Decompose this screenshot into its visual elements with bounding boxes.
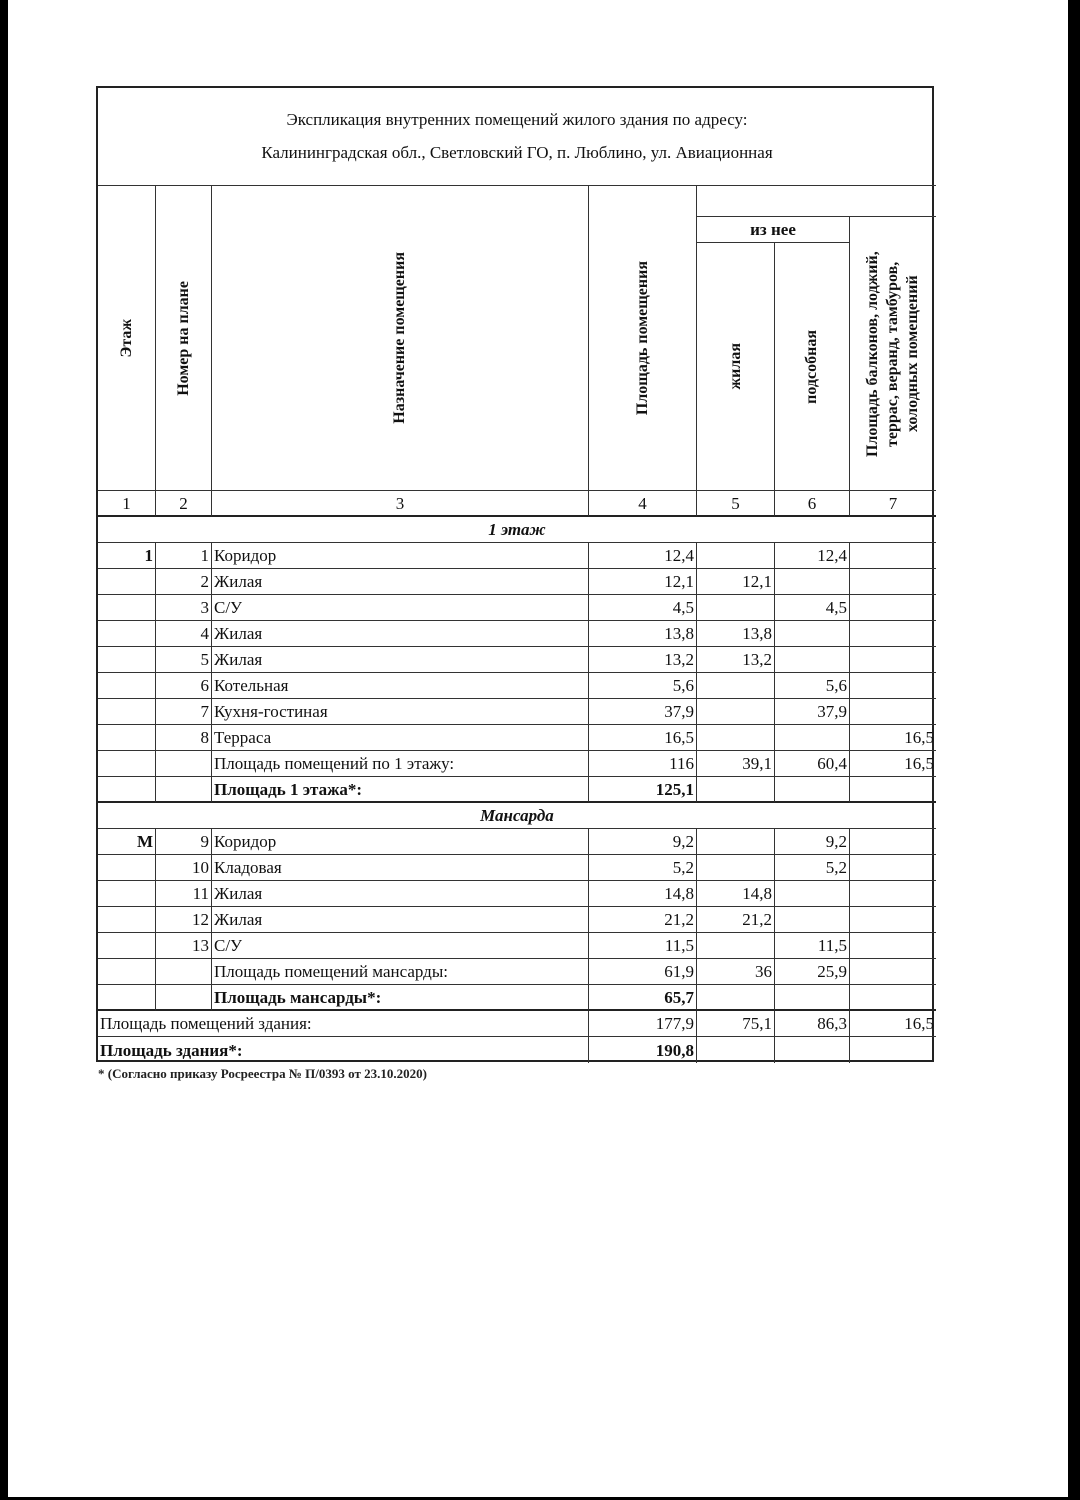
room-number: 7 (156, 699, 212, 725)
total-blank (775, 985, 850, 1011)
room-name: Кухня-гостиная (212, 699, 589, 725)
room-number: 11 (156, 881, 212, 907)
room-name: Жилая (212, 881, 589, 907)
subtotal-blank (98, 959, 156, 985)
room-area: 11,5 (589, 933, 697, 959)
total-blank (850, 777, 936, 803)
room-area: 9,2 (589, 829, 697, 855)
room-area: 13,8 (589, 621, 697, 647)
subtotal-label: Площадь помещений мансарды: (212, 959, 589, 985)
room-cold-area (850, 543, 936, 569)
room-living-area: 13,8 (697, 621, 775, 647)
subtotal-living: 39,1 (697, 751, 775, 777)
floor-mark-cell (98, 569, 156, 595)
room-number: 10 (156, 855, 212, 881)
floor-total-label: Площадь 1 этажа*: (212, 777, 589, 803)
subtotal-cold: 16,5 (850, 751, 936, 777)
col-num-1: 1 (98, 491, 156, 517)
room-name: Жилая (212, 647, 589, 673)
total-blank (697, 985, 775, 1011)
room-cold-area: 16,5 (850, 725, 936, 751)
floor-total-label: Площадь мансарды*: (212, 985, 589, 1011)
floor-mark-cell (98, 621, 156, 647)
section-floor-1: 1 этаж (98, 517, 936, 543)
room-name: Кладовая (212, 855, 589, 881)
building-rooms-auxiliary: 86,3 (775, 1011, 850, 1037)
col-num-5: 5 (697, 491, 775, 517)
header-plan-no: Номер на плане (156, 186, 212, 491)
floor-mark-cell (98, 595, 156, 621)
floor-mark-cell (98, 855, 156, 881)
floor-mark-cell (98, 725, 156, 751)
room-name: Терраса (212, 725, 589, 751)
room-living-area: 14,8 (697, 881, 775, 907)
room-number: 3 (156, 595, 212, 621)
building-rooms-cold: 16,5 (850, 1011, 936, 1037)
subtotal-living: 36 (697, 959, 775, 985)
room-cold-area (850, 595, 936, 621)
room-cold-area (850, 673, 936, 699)
building-total-blank (850, 1037, 936, 1063)
subtotal-label: Площадь помещений по 1 этажу: (212, 751, 589, 777)
total-blank (98, 985, 156, 1011)
total-blank (697, 777, 775, 803)
room-cold-area (850, 621, 936, 647)
room-auxiliary-area: 5,2 (775, 855, 850, 881)
room-auxiliary-area: 5,6 (775, 673, 850, 699)
room-auxiliary-area (775, 621, 850, 647)
room-name: С/У (212, 595, 589, 621)
room-number: 8 (156, 725, 212, 751)
room-number: 1 (156, 543, 212, 569)
subtotal-auxiliary: 60,4 (775, 751, 850, 777)
table-title (98, 88, 936, 186)
header-living: жилая (697, 243, 775, 491)
room-number: 2 (156, 569, 212, 595)
subtotal-blank (156, 751, 212, 777)
section-attic: Мансарда (98, 803, 936, 829)
building-total-label: Площадь здания*: (98, 1037, 589, 1063)
header-blank (697, 186, 936, 217)
room-living-area (697, 595, 775, 621)
room-cold-area (850, 829, 936, 855)
room-auxiliary-area (775, 881, 850, 907)
building-rooms-area: 177,9 (589, 1011, 697, 1037)
floor-total-area: 65,7 (589, 985, 697, 1011)
floor-total-area: 125,1 (589, 777, 697, 803)
subtotal-auxiliary: 25,9 (775, 959, 850, 985)
room-auxiliary-area: 11,5 (775, 933, 850, 959)
room-living-area (697, 829, 775, 855)
room-name: Жилая (212, 569, 589, 595)
room-number: 4 (156, 621, 212, 647)
total-blank (156, 985, 212, 1011)
room-auxiliary-area: 4,5 (775, 595, 850, 621)
room-number: 5 (156, 647, 212, 673)
room-area: 5,2 (589, 855, 697, 881)
room-area: 14,8 (589, 881, 697, 907)
room-auxiliary-area: 9,2 (775, 829, 850, 855)
col-num-4: 4 (589, 491, 697, 517)
room-name: Коридор (212, 543, 589, 569)
room-number: 6 (156, 673, 212, 699)
floor-mark-cell: М (98, 829, 156, 855)
total-blank (156, 777, 212, 803)
footnote: * (Согласно приказу Росреестра № П/0393 от 23.10.2020) (98, 1066, 427, 1081)
title-line-1: Экспликация внутренних помещений жилого здания по адресу: (286, 110, 748, 130)
room-name: Коридор (212, 829, 589, 855)
subtotal-blank (98, 751, 156, 777)
explication-table (96, 86, 934, 1062)
room-area: 4,5 (589, 595, 697, 621)
floor-mark-cell (98, 881, 156, 907)
col-num-6: 6 (775, 491, 850, 517)
header-purpose: Назначение помещения (212, 186, 589, 491)
room-living-area: 12,1 (697, 569, 775, 595)
room-area: 5,6 (589, 673, 697, 699)
room-living-area (697, 855, 775, 881)
subtotal-area: 116 (589, 751, 697, 777)
floor-mark-cell (98, 647, 156, 673)
room-name: С/У (212, 933, 589, 959)
room-area: 12,4 (589, 543, 697, 569)
total-blank (850, 985, 936, 1011)
room-name: Котельная (212, 673, 589, 699)
room-auxiliary-area (775, 725, 850, 751)
room-cold-area (850, 855, 936, 881)
room-living-area (697, 933, 775, 959)
building-total-blank (697, 1037, 775, 1063)
room-name: Жилая (212, 907, 589, 933)
col-num-3: 3 (212, 491, 589, 517)
floor-mark-cell (98, 699, 156, 725)
col-num-2: 2 (156, 491, 212, 517)
floor-mark-cell: 1 (98, 543, 156, 569)
subtotal-area: 61,9 (589, 959, 697, 985)
room-auxiliary-area: 12,4 (775, 543, 850, 569)
room-area: 12,1 (589, 569, 697, 595)
header-cold-areas: Площадь балконов, лоджий, террас, веранд, тамбуров, холодных помещений (850, 217, 936, 491)
room-cold-area (850, 933, 936, 959)
room-living-area: 13,2 (697, 647, 775, 673)
room-area: 16,5 (589, 725, 697, 751)
building-rooms-living: 75,1 (697, 1011, 775, 1037)
building-total-blank (775, 1037, 850, 1063)
room-area: 13,2 (589, 647, 697, 673)
floor-mark-cell (98, 907, 156, 933)
room-living-area (697, 725, 775, 751)
room-cold-area (850, 569, 936, 595)
header-of-which: из нее (697, 217, 850, 243)
room-cold-area (850, 647, 936, 673)
room-auxiliary-area: 37,9 (775, 699, 850, 725)
header-area: Площадь помещения (589, 186, 697, 491)
room-number: 13 (156, 933, 212, 959)
room-living-area (697, 673, 775, 699)
title-line-2: Калининградская обл., Светловский ГО, п. Люблино, ул. Авиационная (261, 142, 773, 162)
col-num-7: 7 (850, 491, 936, 517)
subtotal-blank (156, 959, 212, 985)
room-area: 37,9 (589, 699, 697, 725)
room-number: 12 (156, 907, 212, 933)
floor-mark-cell (98, 673, 156, 699)
total-blank (775, 777, 850, 803)
room-cold-area (850, 699, 936, 725)
header-auxiliary: подсобная (775, 243, 850, 491)
floor-mark-cell (98, 933, 156, 959)
room-name: Жилая (212, 621, 589, 647)
room-auxiliary-area (775, 647, 850, 673)
room-living-area (697, 699, 775, 725)
subtotal-cold (850, 959, 936, 985)
room-auxiliary-area (775, 907, 850, 933)
room-living-area (697, 543, 775, 569)
room-living-area: 21,2 (697, 907, 775, 933)
room-number: 9 (156, 829, 212, 855)
building-rooms-label: Площадь помещений здания: (98, 1011, 589, 1037)
room-cold-area (850, 907, 936, 933)
building-total-area: 190,8 (589, 1037, 697, 1063)
total-blank (98, 777, 156, 803)
room-area: 21,2 (589, 907, 697, 933)
room-auxiliary-area (775, 569, 850, 595)
header-floor: Этаж (98, 186, 156, 491)
room-cold-area (850, 881, 936, 907)
